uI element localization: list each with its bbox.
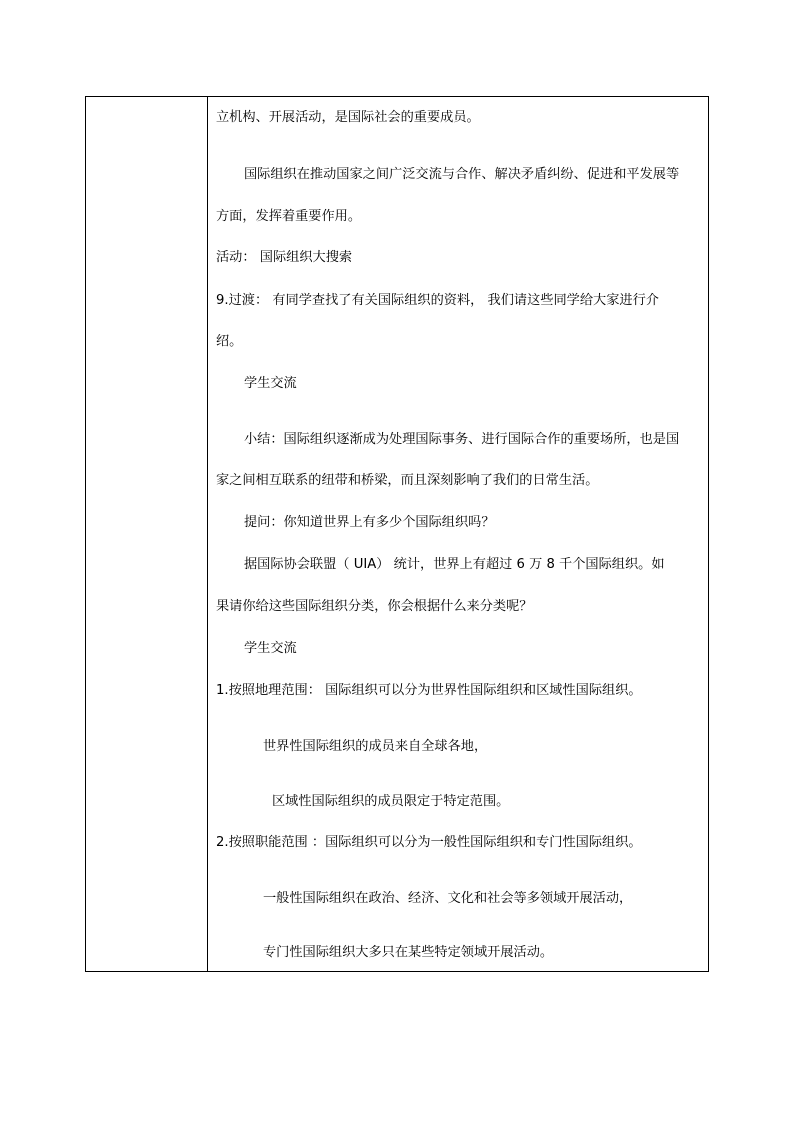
- text-line-5: 9.过渡： 有同学查找了有关国际组织的资料， 我们请这些同学给大家进行介: [216, 293, 659, 308]
- text-line-4: 活动： 国际组织大搜索: [216, 250, 353, 265]
- text-line-19: 专门性国际组织大多只在某些特定领域开展活动。: [263, 945, 554, 960]
- text-line-10: 提问：你知道世界上有多少个国际组织吗？: [244, 515, 495, 530]
- left-empty-cell: [86, 97, 208, 971]
- text-line-12: 果请你给这些国际组织分类，你会根据什么来分类呢？: [216, 599, 533, 614]
- text-line-8: 小结：国际组织逐渐成为处理国际事务、进行国际合作的重要场所，也是国: [244, 432, 680, 447]
- text-line-16: 区域性国际组织的成员限定于特定范围。: [272, 794, 510, 809]
- text-line-3: 方面，发挥着重要作用。: [216, 209, 362, 224]
- text-line-6: 绍。: [216, 334, 243, 349]
- text-line-2: 国际组织在推动国家之间广泛交流与合作、解决矛盾纠纷、促进和平发展等: [244, 167, 680, 182]
- text-line-9: 家之间相互联系的纽带和桥梁，而且深刻影响了我们的日常生活。: [216, 473, 599, 488]
- text-line-7: 学生交流: [244, 376, 297, 391]
- text-line-15: 世界性国际组织的成员来自全球各地，: [263, 739, 488, 754]
- text-line-1: 立机构、开展活动，是国际社会的重要成员。: [216, 110, 480, 125]
- text-line-13: 学生交流: [244, 641, 297, 656]
- text-line-14: 1.按照地理范围： 国际组织可以分为世界性国际组织和区域性国际组织。: [216, 683, 642, 698]
- text-line-18: 一般性国际组织在政治、经济、文化和社会等多领域开展活动，: [263, 891, 633, 906]
- text-line-17: 2.按照职能范围 ：国际组织可以分为一般性国际组织和专门性国际组织。: [216, 835, 642, 850]
- text-line-11: 据国际协会联盟（ UIA） 统计，世界上有超过 6 万 8 千个国际组织。如: [244, 557, 665, 572]
